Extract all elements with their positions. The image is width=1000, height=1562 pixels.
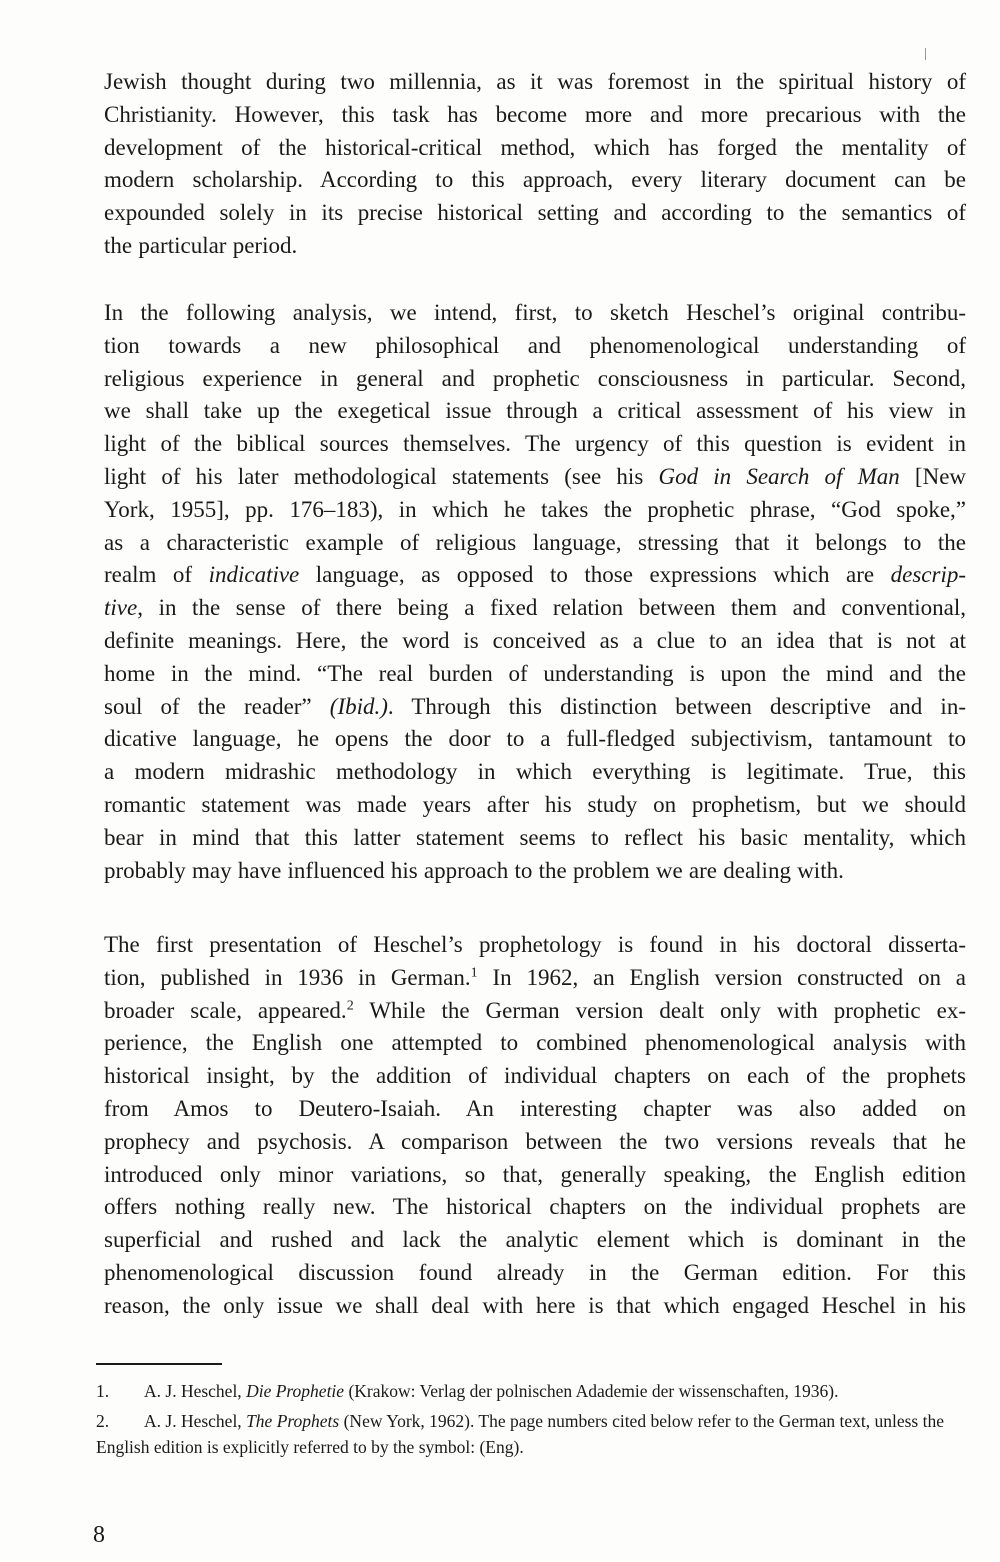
text-line: modern scholarship. According to this approach, every literary document can be [104, 167, 966, 193]
text-line: as a characteristic example of religious language, stressing that it belongs to the [104, 529, 966, 555]
footnote-detail: (Krakow: Verlag der polnischen Adademie der wissenschaften, 1936). [348, 1381, 839, 1401]
footnote-marker[interactable]: 1 [470, 965, 478, 981]
text-line [104, 691, 966, 724]
footnote-2 [96, 1408, 966, 1460]
footnote-title: Die Prophetie [246, 1381, 345, 1401]
paragraph-1 [104, 66, 966, 263]
emphasis: tive [104, 595, 138, 621]
text-line: light of the biblical sources themselves. The urgency of this question is evident in [104, 431, 966, 457]
text-line: development of the historical-critical method, which has forged the mentality of [104, 134, 966, 160]
text-fragment: light of his later methodological statements (see his [104, 463, 644, 489]
text-fragment: . Through this distinction between descriptive and in- [387, 693, 966, 719]
text-line: Christianity. However, this task has become more and more precarious with the [104, 101, 966, 127]
footnote-number: 1. [96, 1381, 110, 1401]
text-line: dicative language, he opens the door to a full-fledged subjectivism, tantamount to [104, 726, 966, 752]
footnotes [96, 1378, 966, 1464]
text-fragment: realm of [104, 562, 193, 588]
text-line: offers nothing really new. The historical chapters on the individual prophets are [104, 1194, 966, 1220]
text-fragment: , in the sense of there being a fixed relation between them and conventional, [137, 595, 966, 621]
text-line [104, 559, 966, 592]
text-line [104, 461, 966, 494]
emphasis: descrip- [890, 562, 967, 588]
text-line: introduced only minor variations, so that, generally speaking, the English edition [104, 1161, 966, 1187]
text-fragment: While the German version dealt only with prophetic ex- [353, 997, 966, 1023]
footnote-author: A. J. Heschel, [144, 1411, 242, 1431]
scan-mark [925, 48, 926, 60]
text-line: prophecy and psychosis. A comparison between the two versions reveals that he [104, 1128, 966, 1154]
text-line: religious experience in general and prophetic consciousness in particular. Second, [104, 365, 966, 391]
footnote-1 [96, 1378, 966, 1404]
footnote-detail: (New York, 1962). The page numbers cited below refer to the German text, unless the English edition is explicitly referred to by the symbol: (Eng). [96, 1411, 944, 1457]
text-line: expounded solely in its precise historical setting and according to the semantics of [104, 200, 966, 226]
footnote-marker[interactable]: 2 [346, 997, 354, 1013]
text-line [104, 995, 966, 1028]
text-fragment: In 1962, an English version constructed on a [477, 964, 966, 990]
text-line: tion towards a new philosophical and phenomenological understanding of [104, 332, 966, 358]
text-line: a modern midrashic methodology in which everything is legitimate. True, this [104, 759, 966, 785]
text-fragment: soul of the reader” [104, 693, 312, 719]
text-line: reason, the only issue we shall deal with here is that which engaged Heschel in his [104, 1292, 966, 1318]
paragraph-2 [104, 297, 966, 887]
text-line: phenomenological discussion found already in the German edition. For this [104, 1259, 966, 1285]
footnote-title: The Prophets [246, 1411, 340, 1431]
text-fragment: tion, published in 1936 in German. [104, 964, 471, 990]
text-line: The first presentation of Heschel’s prophetology is found in his doctoral disserta- [104, 932, 966, 957]
footnote-number: 2. [96, 1411, 110, 1431]
text-line: we shall take up the exegetical issue through a critical assessment of his view in [104, 398, 966, 424]
text-line: definite meanings. Here, the word is conceived as a clue to an idea that is not at [104, 627, 966, 653]
text-line: historical insight, by the addition of individual chapters on each of the prophets [104, 1063, 966, 1089]
text-line: York, 1955], pp. 176–183), in which he takes the prophetic phrase, “God spoke,” [104, 496, 966, 522]
footnote-divider [96, 1363, 222, 1365]
text-line: home in the mind. “The real burden of understanding is upon the mind and the [104, 660, 966, 686]
text-line [104, 962, 966, 995]
text-fragment: [New [914, 463, 967, 489]
text-line: Jewish thought during two millennia, as it was foremost in the spiritual history of [104, 69, 966, 94]
text-line: the particular period. [104, 232, 298, 258]
text-line: bear in mind that this latter statement seems to reflect his basic mentality, which [104, 824, 966, 850]
text-fragment: broader scale, appeared. [104, 997, 347, 1023]
text-line: romantic statement was made years after his study on prophetism, but we should [104, 791, 966, 817]
book-title: God in Search of Man [658, 463, 900, 489]
text-line: perience, the English one attempted to combined phenomenological analysis with [104, 1030, 966, 1056]
citation: (Ibid.) [329, 693, 388, 719]
page-number: 8 [93, 1522, 105, 1548]
text-fragment: language, as opposed to those expressions which are [315, 562, 875, 588]
footnote-author: A. J. Heschel, [144, 1381, 242, 1401]
emphasis: indicative [208, 562, 300, 588]
text-line [104, 592, 966, 625]
text-line: from Amos to Deutero-Isaiah. An interesting chapter was also added on [104, 1095, 966, 1121]
text-line: superficial and rushed and lack the analytic element which is dominant in the [104, 1227, 966, 1253]
text-line: probably may have influenced his approach to the problem we are dealing with. [104, 857, 844, 883]
text-line: In the following analysis, we intend, first, to sketch Heschel’s original contribu- [104, 300, 966, 325]
paragraph-3 [104, 929, 966, 1323]
